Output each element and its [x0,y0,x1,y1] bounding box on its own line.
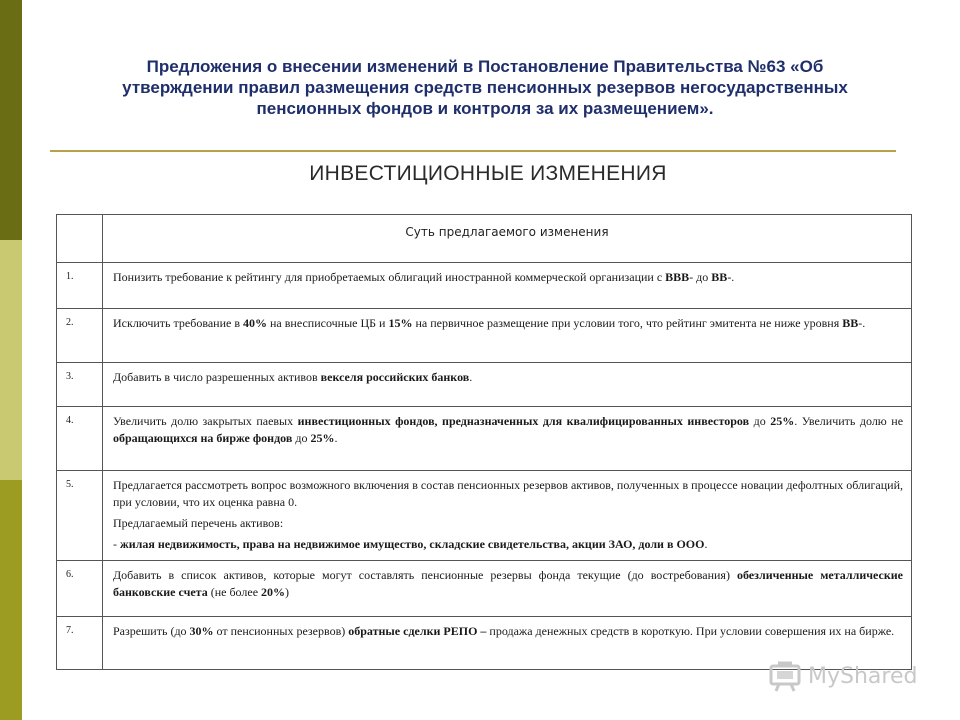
table-row [57,363,911,407]
row-number: 6. [57,561,103,616]
title-line-1: Предложения о внесении изменений в Постановление Правительства №63 «Об [146,57,824,76]
row-paragraph: Предлагаемый перечень активов: [113,516,284,530]
table-row [57,471,911,561]
left-accent-bar-middle [0,240,22,480]
changes-table [56,214,912,670]
header-num-cell [57,215,103,262]
page-title [60,56,910,119]
left-accent-bar-bottom [0,480,22,720]
row-number: 7. [57,617,103,669]
title-line-3: пенсионных фондов и контроля за их размещением». [256,99,714,118]
row-text: Увеличить долю закрытых паевых инвестиционных фондов, предназначенных для квалифицированных инвесторов до 25%. Увеличить долю не обращающихся на бирже фондов до 25%. [113,414,904,445]
table-row [57,561,911,617]
row-text: Добавить в список активов, которые могут составлять пенсионные резервы фонда текущие (до востребования) обезличенные металлические банковские счета (не более 20%) [113,568,903,599]
row-number: 2. [57,309,103,362]
watermark-text: MyShared [808,663,918,689]
row-paragraph: - жилая недвижимость, права на недвижимое имущество, складские свидетельства, акции ЗАО, доли в ООО. [113,537,708,551]
table-header-label: Суть предлагаемого изменения [405,225,609,239]
title-divider [50,150,896,152]
row-number: 4. [57,407,103,470]
row-text: Исключить требование в 40% на внесписочные ЦБ и 15% на первичное размещение при условии того, что рейтинг эмитента не ниже уровня BB-. [113,316,866,330]
row-text: Добавить в число разрешенных активов векселя российских банков. [113,370,473,384]
row-text [103,471,911,560]
row-number: 3. [57,363,103,406]
row-paragraph: Предлагается рассмотреть вопрос возможного включения в состав пенсионных резервов активов, полученных в процессе новации дефолтных облигаций, при условии, что их оценка равна 0. [113,478,903,509]
row-number: 1. [57,263,103,308]
section-heading: ИНВЕСТИЦИОННЫЕ ИЗМЕНЕНИЯ [309,162,667,185]
watermark [768,656,917,696]
title-line-2: утверждении правил размещения средств пенсионных резервов негосударственных [122,78,848,97]
table-row [57,309,911,363]
presentation-board-icon [768,659,802,693]
left-accent-bar-top [0,0,22,240]
table-row [57,263,911,309]
row-text: Понизить требование к рейтингу для приобретаемых облигаций иностранной коммерческой организации с BBB- до BB-. [113,270,735,284]
table-row [57,407,911,471]
table-header-row [57,215,911,263]
row-text: Разрешить (до 30% от пенсионных резервов) обратные сделки РЕПО – продажа денежных средств в короткую. При условии совершения их на бирже. [113,624,895,638]
row-number: 5. [57,471,103,560]
